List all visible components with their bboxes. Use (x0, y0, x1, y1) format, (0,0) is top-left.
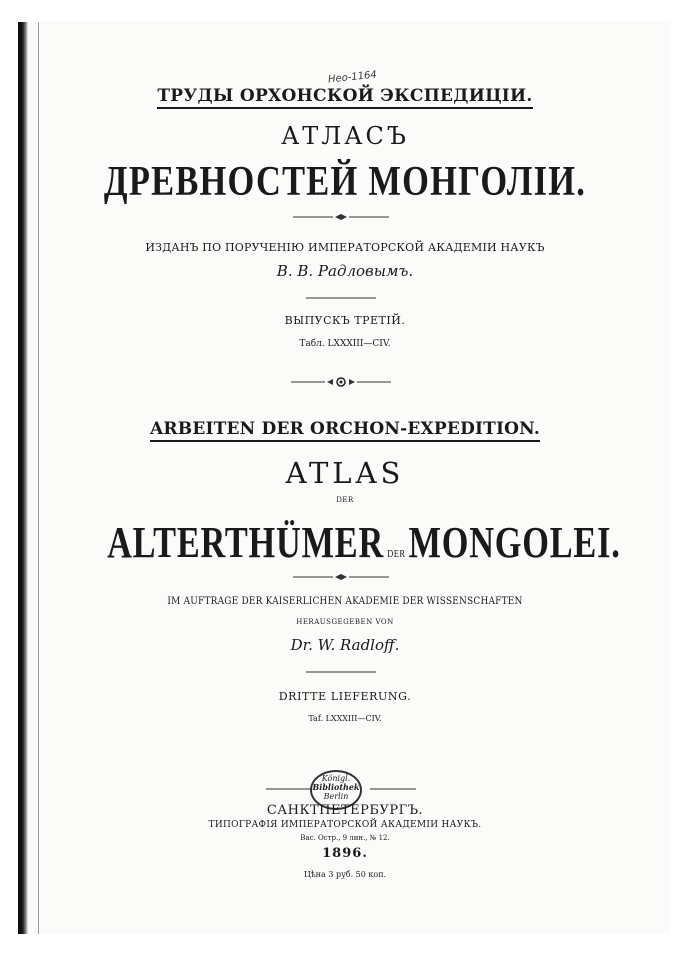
divider-ornament-de (0, 571, 681, 583)
der-label: DER (336, 496, 354, 504)
series-title-ru-text: ТРУДЫ ОРХОНСКОЙ ЭКСПЕДИЦІИ. (157, 86, 532, 109)
divider-short-line-de (0, 666, 681, 678)
stamp-side-rules (0, 783, 681, 795)
imprint-year: 1896. (322, 846, 368, 861)
divider-short-line (0, 292, 681, 304)
imprint-price: Цѣна 3 руб. 50 коп. (303, 870, 387, 879)
main-title-de (107, 517, 621, 568)
divider-ornament (0, 211, 681, 223)
central-ornament (0, 376, 681, 388)
atlas-label-ru: АТЛАСЪ (281, 122, 409, 150)
main-title-de-der: DER (387, 548, 406, 560)
main-title-de-part2: MONGOLEI. (408, 518, 621, 567)
publication-note-ru: ИЗДАНЪ ПО ПОРУЧЕНІЮ ИМПЕРАТОРСКОЙ АКАДЕМІИ НАУКЪ (145, 241, 545, 254)
stamp-line-1: Königl. (321, 774, 351, 783)
editor-label-de: HERAUSGEGEBEN VON (296, 618, 394, 626)
main-title-de-part1: ALTERTHÜMER (107, 518, 385, 567)
handwritten-shelf-number: Heo-1164 (327, 69, 378, 86)
book-binding-edge (18, 22, 28, 934)
plates-de: Taf. LXXXIII—CIV. (308, 714, 382, 723)
author-ru: В. В. Радловымъ. (276, 262, 414, 280)
issue-de: DRITTE LIEFERUNG. (278, 690, 412, 703)
imprint-city: САНКТПЕТЕРБУРГЪ. (266, 803, 424, 818)
author-de: Dr. W. Radloff. (290, 636, 400, 654)
page-fold-line (38, 22, 39, 934)
series-title-ru (40, 86, 650, 109)
series-title-de (40, 419, 650, 442)
issue-ru: ВЫПУСКЪ ТРЕТІЙ. (284, 314, 406, 327)
imprint-press: ТИПОГРАФІЯ ИМПЕРАТОРСКОЙ АКАДЕМІИ НАУКЪ. (208, 820, 482, 830)
imprint-address: Вас. Остр., 9 лин., № 12. (300, 834, 390, 842)
plates-ru: Табл. LXXXIII—CIV. (299, 339, 391, 349)
stamp-line-2: Bibliothek (312, 782, 360, 792)
series-title-de-text: ARBEITEN DER ORCHON-EXPEDITION. (150, 419, 540, 442)
atlas-label-de: ATLAS (285, 456, 405, 490)
main-title-ru: ДРЕВНОСТЕЙ МОНГОЛІИ. (103, 159, 587, 205)
commission-de: IM AUFTRAGE DER KAISERLICHEN AKADEMIE DER WISSENSCHAFTEN (167, 596, 523, 607)
stamp-line-3: Berlin (323, 792, 349, 801)
